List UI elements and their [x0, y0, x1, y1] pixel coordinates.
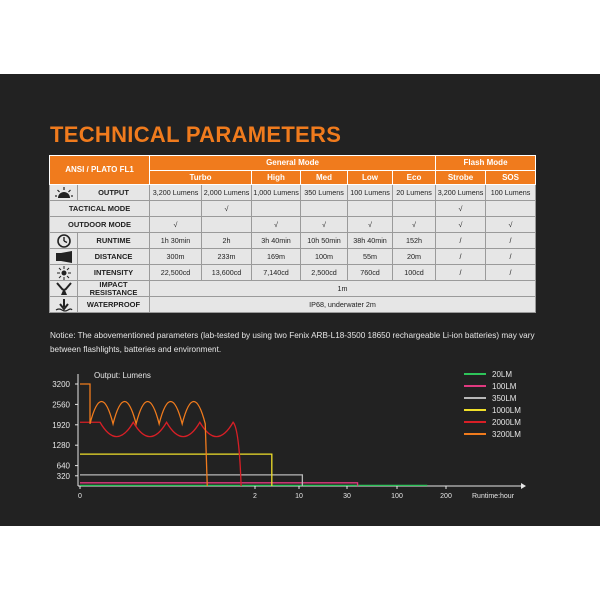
clock-icon: [50, 233, 78, 249]
cell: √: [301, 217, 348, 233]
cell: √: [436, 217, 486, 233]
cell: 100m: [301, 249, 348, 265]
cell: 13,600cd: [202, 265, 252, 281]
mode-header: Low: [348, 171, 393, 185]
row-label: DISTANCE: [78, 249, 150, 265]
cell: 1h 30min: [150, 233, 202, 249]
table-row: [50, 233, 536, 249]
table-row: [50, 185, 536, 201]
mode-header: High: [252, 171, 301, 185]
cell: 20m: [393, 249, 436, 265]
cell: 3,200 Lumens: [150, 185, 202, 201]
table-row: [50, 217, 536, 233]
cell: 38h 40min: [348, 233, 393, 249]
beam-distance-icon: [50, 249, 78, 265]
cell: [150, 201, 202, 217]
mode-header: Turbo: [150, 171, 252, 185]
legend-label: 20LM: [492, 370, 513, 379]
notice-text: Notice: The abovementioned parameters (lab-tested by using two Fenix ARB-L18-3500 18650 rechargeable Li-ion batteries) may vary between flashlights, batteries and environment.: [50, 331, 535, 354]
cell: [252, 201, 301, 217]
x-axis-label: Runtime:hour: [472, 493, 515, 500]
table-row: [50, 281, 536, 297]
cell: /: [486, 265, 536, 281]
cell: 1m: [150, 281, 536, 297]
cell: /: [436, 265, 486, 281]
cell: 760cd: [348, 265, 393, 281]
cell: 100 Lumens: [348, 185, 393, 201]
cell: 152h: [393, 233, 436, 249]
row-label: OUTDOOR MODE: [50, 217, 150, 233]
y-axis-label: Output: Lumens: [94, 371, 151, 380]
cell: 20 Lumens: [393, 185, 436, 201]
legend-label: 100LM: [492, 382, 517, 391]
page-title: TECHNICAL PARAMETERS: [50, 122, 342, 147]
row-label: WATERPROOF: [78, 297, 150, 313]
row-label: INTENSITY: [78, 265, 150, 281]
legend-label: 2000LM: [492, 418, 521, 427]
x-axis-arrow: [521, 483, 526, 489]
chart-legend: [464, 370, 521, 439]
cell: 350 Lumens: [301, 185, 348, 201]
cell: [393, 201, 436, 217]
legend-label: 350LM: [492, 394, 517, 403]
series-line-350lm: [80, 475, 302, 486]
mode-header: Med: [301, 171, 348, 185]
cell: 55m: [348, 249, 393, 265]
cell: √: [202, 201, 252, 217]
cell: 2,000 Lumens: [202, 185, 252, 201]
y-tick-label: 1280: [52, 441, 70, 451]
cell: 3h 40min: [252, 233, 301, 249]
cell: [202, 217, 252, 233]
corner-label: ANSI / PLATO FL1: [50, 156, 150, 185]
cell: 7,140cd: [252, 265, 301, 281]
x-tick-label: 10: [295, 493, 303, 500]
y-tick-label: 1920: [52, 420, 70, 430]
series-line-20lm: [80, 485, 427, 486]
cell: [348, 201, 393, 217]
table-row: [50, 249, 536, 265]
y-tick-label: 3200: [52, 380, 70, 389]
impact-icon: [50, 281, 78, 297]
cell: 300m: [150, 249, 202, 265]
x-tick-label: 0: [78, 493, 82, 500]
legend-label: 1000LM: [492, 406, 521, 415]
chart-lines: [80, 384, 427, 486]
cell: √: [348, 217, 393, 233]
cell: √: [393, 217, 436, 233]
group-general-mode: General Mode: [150, 156, 436, 171]
runtime-chart: [0, 364, 600, 504]
y-tick-label: 640: [56, 461, 70, 471]
row-label: IMPACT RESISTANCE: [78, 281, 150, 297]
group-flash-mode: Flash Mode: [436, 156, 536, 171]
series-line-1000lm: [80, 454, 272, 486]
cell: /: [436, 233, 486, 249]
legend-label: 3200LM: [492, 430, 521, 439]
spec-panel: [0, 74, 600, 526]
cell: [486, 201, 536, 217]
cell: /: [486, 249, 536, 265]
cell: 2,500cd: [301, 265, 348, 281]
cell: 233m: [202, 249, 252, 265]
x-tick-label: 100: [391, 493, 403, 500]
waterproof-icon: [50, 297, 78, 313]
row-label: RUNTIME: [78, 233, 150, 249]
cell: /: [436, 249, 486, 265]
y-tick-label: 2560: [52, 400, 70, 410]
cell: √: [150, 217, 202, 233]
mode-header: Strobe: [436, 171, 486, 185]
row-label: OUTPUT: [78, 185, 150, 201]
cell: 3,200 Lumens: [436, 185, 486, 201]
cell: 169m: [252, 249, 301, 265]
cell: 100 Lumens: [486, 185, 536, 201]
table-row: [50, 201, 536, 217]
x-tick-label: 200: [440, 493, 452, 500]
x-tick-label: 30: [343, 493, 351, 500]
chart-axes: [52, 371, 526, 500]
table-row: [50, 265, 536, 281]
cell: 22,500cd: [150, 265, 202, 281]
mode-header: SOS: [486, 171, 536, 185]
cell: [301, 201, 348, 217]
cell: IP68, underwater 2m: [150, 297, 536, 313]
mode-header: Eco: [393, 171, 436, 185]
light-intensity-icon: [50, 265, 78, 281]
cell: /: [486, 233, 536, 249]
cell: 2h: [202, 233, 252, 249]
table-row: [50, 297, 536, 313]
cell: 10h 50min: [301, 233, 348, 249]
cell: 1,000 Lumens: [252, 185, 301, 201]
cell: 100cd: [393, 265, 436, 281]
x-tick-label: 2: [253, 493, 257, 500]
sun-burst-icon: [50, 185, 78, 201]
cell: √: [252, 217, 301, 233]
technical-parameters-table: [49, 155, 536, 313]
cell: √: [436, 201, 486, 217]
y-tick-label: 320: [56, 471, 70, 481]
cell: √: [486, 217, 536, 233]
row-label: TACTICAL MODE: [50, 201, 150, 217]
